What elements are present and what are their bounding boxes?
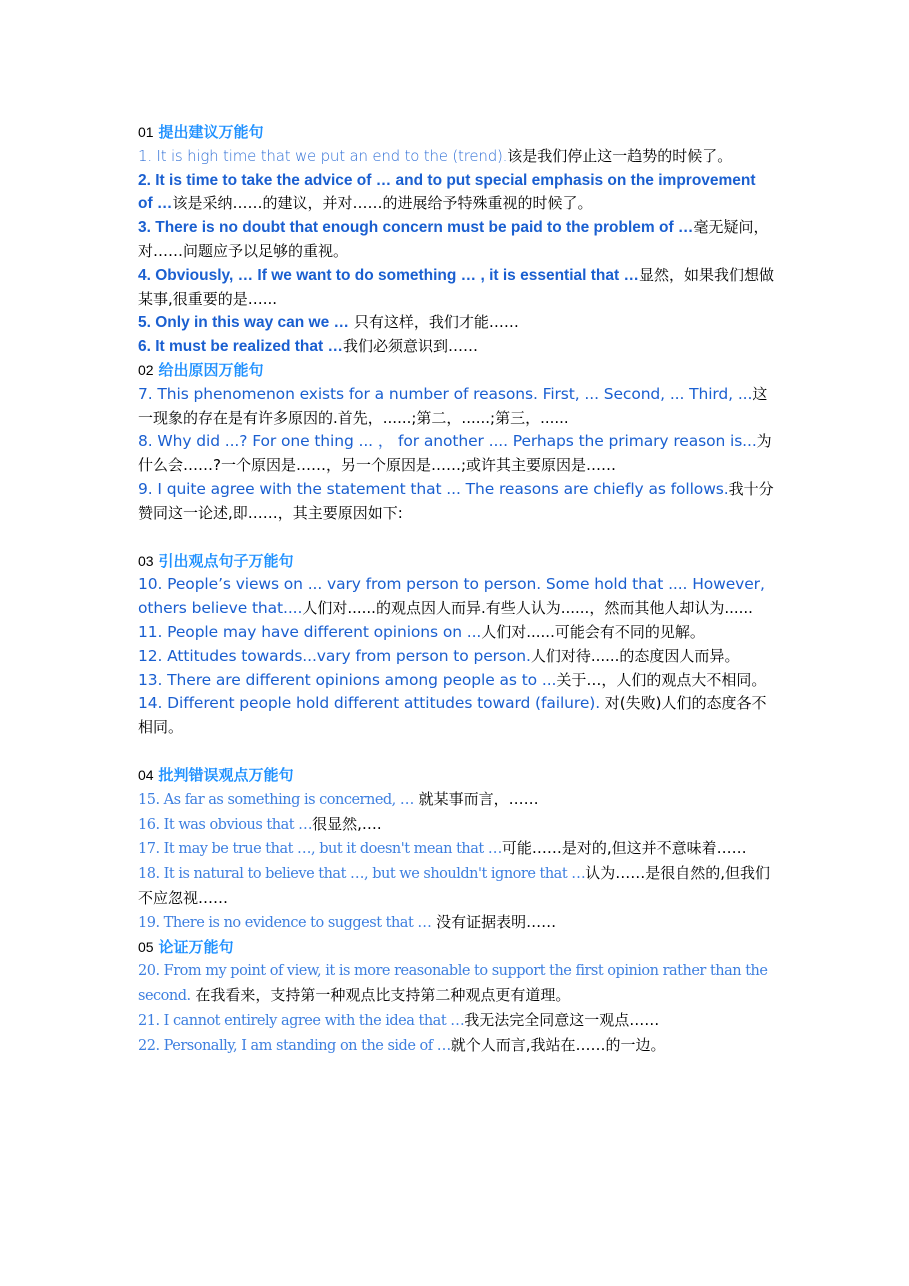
section-title: 提出建议万能句	[158, 123, 264, 141]
sentence-item	[138, 430, 774, 478]
sentence-english: 21. I cannot entirely agree with the idea that …	[138, 1012, 465, 1029]
sentence-item	[138, 692, 774, 740]
sentence-english: 9. I quite agree with the statement that ... The reasons are chiefly as follows.	[138, 479, 729, 498]
sentence-chinese: 毫无疑问，对……问题应予以足够的重视。	[138, 218, 769, 260]
sentence-chinese: 只有这样，我们才能……	[349, 313, 519, 332]
sentence-chinese: 该是采纳……的建议，并对……的进展给予特殊重视的时候了。	[172, 194, 593, 213]
sentence-item	[138, 645, 774, 669]
sentence-item	[138, 145, 774, 169]
sentence-item	[138, 621, 774, 645]
sentence-item	[138, 383, 774, 431]
sentence-item	[138, 959, 774, 1009]
section-number: 04	[138, 766, 154, 783]
sentence-chinese: 为什么会……?一个原因是……，另一个原因是……;或许其主要原因是……	[138, 432, 772, 475]
sentence-english: 7. This phenomenon exists for a number of reasons. First, ... Second, ... Third, ...	[138, 384, 753, 403]
sentence-item	[138, 335, 774, 359]
section-title: 论证万能句	[158, 937, 234, 956]
sentence-item	[138, 837, 774, 862]
section-heading	[138, 121, 774, 145]
sentence-english: 1. It is high time that we put an end to the (trend).	[138, 146, 508, 165]
sentence-item	[138, 911, 774, 936]
section-title: 给出原因万能句	[158, 360, 264, 379]
sentence-chinese: 关于…，人们的观点大不相同。	[556, 670, 767, 689]
section-01	[138, 121, 774, 359]
blank-line	[138, 740, 774, 764]
section-number: 05	[138, 938, 154, 955]
section-03	[138, 550, 774, 740]
sentence-english: 19. There is no evidence to suggest that …	[138, 914, 432, 931]
sentence-english: 17. It may be true that …, but it doesn't mean that …	[138, 841, 502, 858]
section-number: 02	[138, 361, 154, 378]
blank-line	[138, 526, 774, 550]
sentence-chinese: 我十分赞同这一论述,即……，其主要原因如下:	[138, 479, 774, 522]
section-heading	[138, 359, 774, 383]
sentence-item	[138, 573, 774, 621]
section-number: 03	[138, 552, 154, 569]
section-heading	[138, 764, 774, 788]
sentence-item	[138, 813, 774, 838]
sentence-chinese: 人们对......的观点因人而异.有些人认为......，然而其他人却认为......	[302, 599, 753, 618]
sentence-chinese: 这一现象的存在是有许多原因的.首先，......;第二，......;第三，......	[138, 384, 768, 427]
sentence-chinese: 没有证据表明……	[431, 912, 557, 931]
sentence-chinese: 该是我们停止这一趋势的时候了。	[507, 146, 733, 165]
sentence-chinese: 在我看来，支持第一种观点比支持第二种观点更有道理。	[190, 986, 571, 1005]
section-04	[138, 764, 774, 936]
sentence-english: 11. People may have different opinions on ...	[138, 622, 482, 641]
sentence-english: 13. There are different opinions among people as to ...	[138, 670, 557, 689]
sentence-english: 20. From my point of view, it is more reasonable to support the first opinion rather than the second.	[138, 963, 768, 1005]
section-heading	[138, 936, 774, 960]
sentence-chinese: 就某事而言，……	[413, 789, 539, 808]
sentence-english: 3. There is no doubt that enough concern must be paid to the problem of …	[138, 219, 694, 237]
sentence-item	[138, 1034, 774, 1059]
sentence-english: 2. It is time to take the advice of … and to put special emphasis on the improvement of …	[138, 171, 756, 213]
sentence-english: 18. It is natural to believe that …, but we shouldn't ignore that …	[138, 866, 586, 883]
sentence-chinese: 认为……是很自然的,但我们不应忽视……	[138, 864, 771, 907]
sentence-item	[138, 862, 774, 911]
document-page	[138, 121, 774, 1058]
sentence-item	[138, 669, 774, 693]
sentence-english: 4. Obviously, … If we want to do something … , it is essential that …	[138, 266, 639, 284]
sentence-english: 6. It must be realized that …	[138, 338, 343, 356]
sentence-english: 12. Attitudes towards...vary from person to person.	[138, 646, 531, 665]
sentence-english: 5. Only in this way can we …	[138, 314, 350, 332]
section-number: 01	[138, 124, 154, 140]
sentence-chinese: 对(失败)人们的态度各不相同。	[138, 694, 767, 737]
sentence-item	[138, 169, 774, 217]
sentence-chinese: 人们对待......的态度因人而异。	[530, 646, 740, 665]
sentence-english: 16. It was obvious that …	[138, 816, 313, 833]
section-title: 引出观点句子万能句	[158, 551, 294, 570]
sentence-chinese: 我无法完全同意这一观点……	[464, 1010, 660, 1029]
sentence-item	[138, 216, 774, 264]
section-02	[138, 359, 774, 526]
sentence-english: 22. Personally, I am standing on the side of …	[138, 1037, 451, 1054]
sentence-chinese: 显然，如果我们想做某事,很重要的是…...	[138, 265, 774, 308]
sentence-item	[138, 788, 774, 813]
section-title: 批判错误观点万能句	[158, 765, 294, 784]
sentence-item	[138, 264, 774, 312]
sentence-english: 8. Why did ...? For one thing ... ， for another .... Perhaps the primary reason is...	[138, 432, 757, 451]
sentence-chinese: 可能……是对的,但这并不意味着……	[501, 839, 747, 858]
sentence-english: 14. Different people hold different attitudes toward (failure).	[138, 694, 601, 713]
sentence-item	[138, 311, 774, 335]
sentence-chinese: 人们对......可能会有不同的见解。	[481, 622, 705, 641]
section-heading	[138, 550, 774, 574]
sentence-chinese: 就个人而言,我站在……的一边。	[450, 1035, 666, 1054]
section-05	[138, 936, 774, 1059]
sentence-english: 15. As far as something is concerned, …	[138, 791, 414, 808]
sentence-item	[138, 1009, 774, 1034]
sentence-item	[138, 478, 774, 526]
sentence-chinese: 我们必须意识到……	[343, 337, 479, 356]
sentence-english: 10. People’s views on ... vary from person to person. Some hold that .... However, others believe that....	[138, 575, 765, 618]
sentence-chinese: 很显然,….	[312, 814, 382, 833]
